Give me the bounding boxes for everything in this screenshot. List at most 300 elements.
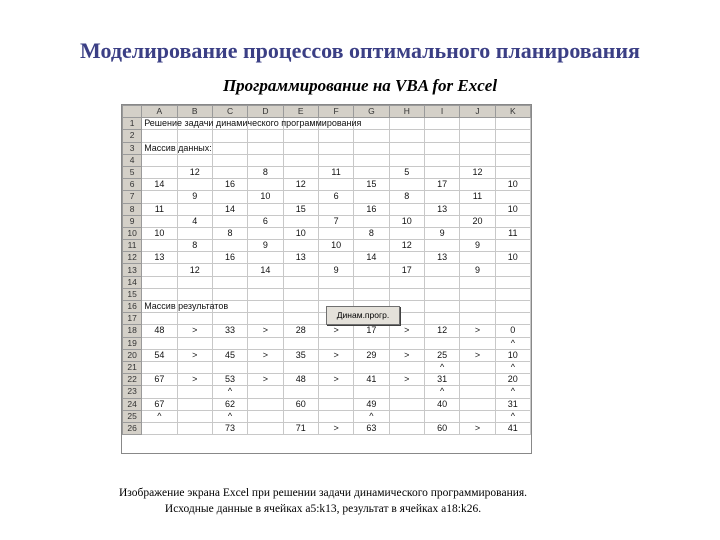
cell[interactable]: > <box>177 325 212 337</box>
row-header[interactable]: 19 <box>123 337 142 349</box>
cell[interactable]: 41 <box>354 374 389 386</box>
cell[interactable]: 48 <box>142 325 177 337</box>
cell[interactable] <box>212 130 247 142</box>
cell[interactable] <box>424 301 459 313</box>
cell[interactable] <box>142 288 177 300</box>
cell[interactable]: > <box>460 349 495 361</box>
cell[interactable]: ^ <box>495 386 530 398</box>
cell[interactable] <box>177 227 212 239</box>
cell[interactable] <box>318 288 353 300</box>
cell[interactable]: 11 <box>460 191 495 203</box>
cell[interactable] <box>212 154 247 166</box>
cell[interactable] <box>248 142 283 154</box>
cell[interactable] <box>424 313 459 325</box>
cell[interactable]: 14 <box>248 264 283 276</box>
column-header-e[interactable]: E <box>283 106 318 118</box>
cell[interactable] <box>354 166 389 178</box>
cell[interactable] <box>460 410 495 422</box>
cell[interactable] <box>177 130 212 142</box>
select-all-corner[interactable] <box>123 106 142 118</box>
cell[interactable] <box>389 386 424 398</box>
row-header[interactable]: 22 <box>123 374 142 386</box>
cell[interactable]: 9 <box>460 264 495 276</box>
cell[interactable] <box>460 386 495 398</box>
cell[interactable] <box>212 337 247 349</box>
row-header[interactable]: 3 <box>123 142 142 154</box>
cell[interactable] <box>212 276 247 288</box>
cell[interactable] <box>283 301 318 313</box>
row-header[interactable]: 9 <box>123 215 142 227</box>
cell[interactable]: 16 <box>212 252 247 264</box>
cell[interactable]: 6 <box>248 215 283 227</box>
cell[interactable]: 10 <box>495 179 530 191</box>
cell[interactable] <box>248 410 283 422</box>
cell[interactable] <box>389 252 424 264</box>
cell[interactable] <box>212 361 247 373</box>
cell[interactable]: 67 <box>142 398 177 410</box>
cell[interactable] <box>142 166 177 178</box>
row-header[interactable]: 2 <box>123 130 142 142</box>
cell[interactable] <box>354 130 389 142</box>
cell[interactable]: ^ <box>495 361 530 373</box>
cell[interactable] <box>354 240 389 252</box>
cell[interactable]: 29 <box>354 349 389 361</box>
cell[interactable] <box>354 337 389 349</box>
cell[interactable]: 71 <box>283 422 318 434</box>
cell[interactable] <box>389 410 424 422</box>
cell[interactable]: 15 <box>283 203 318 215</box>
cell[interactable] <box>460 130 495 142</box>
cell[interactable]: 60 <box>283 398 318 410</box>
cell[interactable] <box>283 142 318 154</box>
cell[interactable]: ^ <box>142 410 177 422</box>
cell[interactable]: ^ <box>424 361 459 373</box>
cell[interactable]: 8 <box>389 191 424 203</box>
row-header[interactable]: 13 <box>123 264 142 276</box>
cell[interactable] <box>424 276 459 288</box>
cell[interactable]: 9 <box>177 191 212 203</box>
cell[interactable] <box>142 313 177 325</box>
cell[interactable] <box>424 240 459 252</box>
cell[interactable] <box>212 166 247 178</box>
cell[interactable] <box>283 313 318 325</box>
cell[interactable]: 8 <box>212 227 247 239</box>
cell[interactable]: 16 <box>212 179 247 191</box>
cell[interactable] <box>177 422 212 434</box>
cell[interactable] <box>177 313 212 325</box>
cell[interactable]: 31 <box>424 374 459 386</box>
row-header[interactable]: 26 <box>123 422 142 434</box>
cell[interactable] <box>177 179 212 191</box>
cell[interactable] <box>460 142 495 154</box>
cell[interactable]: 11 <box>142 203 177 215</box>
cell[interactable] <box>495 166 530 178</box>
cell[interactable]: 17 <box>354 325 389 337</box>
cell[interactable] <box>495 288 530 300</box>
cell[interactable] <box>389 361 424 373</box>
cell[interactable]: > <box>389 374 424 386</box>
cell[interactable] <box>424 215 459 227</box>
column-header-h[interactable]: H <box>389 106 424 118</box>
cell[interactable] <box>318 361 353 373</box>
cell[interactable] <box>248 288 283 300</box>
cell[interactable] <box>460 179 495 191</box>
cell[interactable]: > <box>318 349 353 361</box>
cell[interactable] <box>389 130 424 142</box>
cell[interactable]: 13 <box>283 252 318 264</box>
cell[interactable]: ^ <box>495 337 530 349</box>
cell[interactable] <box>495 118 530 130</box>
cell[interactable] <box>142 240 177 252</box>
cell[interactable] <box>354 264 389 276</box>
cell[interactable] <box>177 154 212 166</box>
cell[interactable] <box>460 361 495 373</box>
cell[interactable] <box>389 142 424 154</box>
cell[interactable] <box>283 215 318 227</box>
cell[interactable] <box>212 142 247 154</box>
cell[interactable] <box>177 398 212 410</box>
cell[interactable] <box>354 361 389 373</box>
cell[interactable]: > <box>460 325 495 337</box>
cell[interactable] <box>495 276 530 288</box>
cell[interactable]: 12 <box>177 166 212 178</box>
cell[interactable]: > <box>318 325 353 337</box>
cell[interactable]: 17 <box>424 179 459 191</box>
row-header[interactable]: 8 <box>123 203 142 215</box>
cell[interactable] <box>424 288 459 300</box>
row-header[interactable]: 6 <box>123 179 142 191</box>
cell[interactable]: 9 <box>424 227 459 239</box>
cell[interactable] <box>177 288 212 300</box>
cell[interactable] <box>142 130 177 142</box>
cell[interactable]: 17 <box>389 264 424 276</box>
row-header[interactable]: 17 <box>123 313 142 325</box>
cell[interactable]: Массив данных: <box>142 142 177 154</box>
cell[interactable]: 53 <box>212 374 247 386</box>
cell[interactable]: 8 <box>354 227 389 239</box>
cell[interactable] <box>142 337 177 349</box>
column-header-f[interactable]: F <box>318 106 353 118</box>
cell[interactable] <box>460 398 495 410</box>
cell[interactable] <box>177 276 212 288</box>
cell[interactable] <box>318 398 353 410</box>
cell[interactable]: 5 <box>389 166 424 178</box>
cell[interactable] <box>495 130 530 142</box>
row-header[interactable]: 23 <box>123 386 142 398</box>
cell[interactable]: ^ <box>354 410 389 422</box>
cell[interactable]: 14 <box>354 252 389 264</box>
cell[interactable] <box>318 154 353 166</box>
cell[interactable] <box>354 276 389 288</box>
cell[interactable] <box>389 398 424 410</box>
cell[interactable] <box>318 410 353 422</box>
column-header-j[interactable]: J <box>460 106 495 118</box>
row-header[interactable]: 24 <box>123 398 142 410</box>
cell[interactable]: > <box>177 374 212 386</box>
cell[interactable] <box>283 410 318 422</box>
cell[interactable]: 28 <box>283 325 318 337</box>
cell[interactable] <box>248 179 283 191</box>
cell[interactable] <box>495 240 530 252</box>
cell[interactable] <box>354 191 389 203</box>
cell[interactable]: 13 <box>142 252 177 264</box>
row-header[interactable]: 12 <box>123 252 142 264</box>
row-header[interactable]: 16 <box>123 301 142 313</box>
cell[interactable]: 11 <box>495 227 530 239</box>
cell[interactable] <box>389 179 424 191</box>
cell[interactable]: 9 <box>248 240 283 252</box>
cell[interactable] <box>460 337 495 349</box>
cell[interactable]: ^ <box>495 410 530 422</box>
cell[interactable]: 10 <box>142 227 177 239</box>
cell[interactable] <box>318 203 353 215</box>
cell[interactable]: 10 <box>389 215 424 227</box>
row-header[interactable]: 25 <box>123 410 142 422</box>
cell[interactable] <box>424 264 459 276</box>
cell[interactable] <box>177 361 212 373</box>
cell[interactable] <box>424 337 459 349</box>
cell[interactable] <box>389 154 424 166</box>
cell[interactable] <box>389 203 424 215</box>
cell[interactable]: 73 <box>212 422 247 434</box>
cell[interactable] <box>177 203 212 215</box>
cell[interactable] <box>318 179 353 191</box>
cell[interactable] <box>318 130 353 142</box>
cell[interactable] <box>142 215 177 227</box>
cell[interactable] <box>212 313 247 325</box>
cell[interactable] <box>424 154 459 166</box>
column-header-i[interactable]: I <box>424 106 459 118</box>
cell[interactable] <box>142 264 177 276</box>
cell[interactable]: 25 <box>424 349 459 361</box>
cell[interactable] <box>283 240 318 252</box>
cell[interactable] <box>460 288 495 300</box>
row-header[interactable]: 15 <box>123 288 142 300</box>
cell[interactable] <box>460 374 495 386</box>
cell[interactable] <box>318 276 353 288</box>
cell[interactable]: > <box>177 349 212 361</box>
cell[interactable]: ^ <box>212 410 247 422</box>
cell[interactable] <box>318 337 353 349</box>
cell[interactable] <box>248 130 283 142</box>
cell[interactable]: 9 <box>318 264 353 276</box>
cell[interactable]: 4 <box>177 215 212 227</box>
cell[interactable]: Решение задачи динамического программирования <box>142 118 177 130</box>
cell[interactable] <box>460 252 495 264</box>
cell[interactable] <box>495 215 530 227</box>
cell[interactable] <box>460 276 495 288</box>
cell[interactable] <box>389 337 424 349</box>
cell[interactable]: 35 <box>283 349 318 361</box>
cell[interactable]: 40 <box>424 398 459 410</box>
row-header[interactable]: 11 <box>123 240 142 252</box>
cell[interactable]: Массив результатов <box>142 301 177 313</box>
cell[interactable]: 10 <box>495 203 530 215</box>
cell[interactable]: 14 <box>212 203 247 215</box>
cell[interactable] <box>354 386 389 398</box>
cell[interactable]: 54 <box>142 349 177 361</box>
cell[interactable] <box>212 240 247 252</box>
cell[interactable]: 49 <box>354 398 389 410</box>
cell[interactable]: > <box>318 422 353 434</box>
cell[interactable] <box>212 191 247 203</box>
cell[interactable] <box>354 288 389 300</box>
cell[interactable]: 12 <box>424 325 459 337</box>
cell[interactable]: > <box>248 374 283 386</box>
cell[interactable] <box>248 398 283 410</box>
excel-sheet[interactable] <box>121 104 532 454</box>
cell[interactable]: 13 <box>424 252 459 264</box>
cell[interactable] <box>424 130 459 142</box>
cell[interactable]: 13 <box>424 203 459 215</box>
cell[interactable] <box>460 203 495 215</box>
cell[interactable] <box>495 313 530 325</box>
cell[interactable] <box>142 276 177 288</box>
cell[interactable] <box>142 386 177 398</box>
cell[interactable] <box>318 252 353 264</box>
cell[interactable] <box>248 301 283 313</box>
cell[interactable] <box>248 386 283 398</box>
cell[interactable] <box>212 264 247 276</box>
cell[interactable] <box>212 215 247 227</box>
cell[interactable] <box>389 422 424 434</box>
cell[interactable]: ^ <box>424 386 459 398</box>
cell[interactable] <box>248 337 283 349</box>
cell[interactable] <box>495 301 530 313</box>
cell[interactable] <box>142 361 177 373</box>
cell[interactable] <box>177 252 212 264</box>
cell[interactable] <box>248 313 283 325</box>
row-header[interactable]: 5 <box>123 166 142 178</box>
cell[interactable] <box>142 422 177 434</box>
cell[interactable]: 11 <box>318 166 353 178</box>
cell[interactable]: 62 <box>212 398 247 410</box>
cell[interactable]: > <box>248 349 283 361</box>
cell[interactable] <box>283 337 318 349</box>
cell[interactable]: > <box>460 422 495 434</box>
cell[interactable]: > <box>318 374 353 386</box>
cell[interactable]: 45 <box>212 349 247 361</box>
row-header[interactable]: 14 <box>123 276 142 288</box>
cell[interactable]: 67 <box>142 374 177 386</box>
column-header-g[interactable]: G <box>354 106 389 118</box>
column-header-a[interactable]: A <box>142 106 177 118</box>
cell[interactable] <box>177 337 212 349</box>
cell[interactable] <box>389 118 424 130</box>
cell[interactable] <box>177 410 212 422</box>
column-header-b[interactable]: B <box>177 106 212 118</box>
cell[interactable] <box>495 264 530 276</box>
cell[interactable] <box>389 288 424 300</box>
cell[interactable]: 48 <box>283 374 318 386</box>
cell[interactable] <box>318 227 353 239</box>
cell[interactable] <box>283 130 318 142</box>
cell[interactable]: 12 <box>389 240 424 252</box>
cell[interactable] <box>354 215 389 227</box>
run-macro-button[interactable]: Динам.прогр. <box>326 306 400 325</box>
cell-grid[interactable] <box>122 105 531 435</box>
cell[interactable]: 31 <box>495 398 530 410</box>
cell[interactable]: 60 <box>424 422 459 434</box>
cell[interactable]: 20 <box>460 215 495 227</box>
cell[interactable]: 15 <box>354 179 389 191</box>
cell[interactable] <box>460 154 495 166</box>
cell[interactable] <box>495 142 530 154</box>
row-header[interactable]: 21 <box>123 361 142 373</box>
cell[interactable] <box>283 264 318 276</box>
row-header[interactable]: 1 <box>123 118 142 130</box>
cell[interactable] <box>248 276 283 288</box>
cell[interactable]: 12 <box>177 264 212 276</box>
cell[interactable] <box>283 288 318 300</box>
row-header[interactable]: 18 <box>123 325 142 337</box>
cell[interactable] <box>142 154 177 166</box>
cell[interactable]: 10 <box>283 227 318 239</box>
cell[interactable] <box>248 422 283 434</box>
cell[interactable] <box>283 386 318 398</box>
cell[interactable] <box>495 154 530 166</box>
cell[interactable] <box>318 386 353 398</box>
cell[interactable] <box>460 313 495 325</box>
cell[interactable]: 0 <box>495 325 530 337</box>
cell[interactable] <box>283 166 318 178</box>
cell[interactable]: 16 <box>354 203 389 215</box>
cell[interactable]: 9 <box>460 240 495 252</box>
column-header-d[interactable]: D <box>248 106 283 118</box>
column-header-k[interactable]: K <box>495 106 530 118</box>
cell[interactable] <box>142 191 177 203</box>
cell[interactable] <box>318 142 353 154</box>
cell[interactable]: 12 <box>460 166 495 178</box>
cell[interactable] <box>248 227 283 239</box>
cell[interactable] <box>424 410 459 422</box>
cell[interactable] <box>495 191 530 203</box>
cell[interactable] <box>283 276 318 288</box>
cell[interactable]: 6 <box>318 191 353 203</box>
cell[interactable] <box>389 276 424 288</box>
cell[interactable]: ^ <box>212 386 247 398</box>
cell[interactable] <box>424 118 459 130</box>
cell[interactable]: > <box>248 325 283 337</box>
cell[interactable] <box>283 361 318 373</box>
cell[interactable]: 14 <box>142 179 177 191</box>
cell[interactable]: 20 <box>495 374 530 386</box>
cell[interactable]: 8 <box>177 240 212 252</box>
cell[interactable] <box>460 301 495 313</box>
row-header[interactable]: 7 <box>123 191 142 203</box>
row-header[interactable]: 10 <box>123 227 142 239</box>
cell[interactable]: 10 <box>495 252 530 264</box>
cell[interactable]: 33 <box>212 325 247 337</box>
cell[interactable]: > <box>389 349 424 361</box>
column-header-c[interactable]: C <box>212 106 247 118</box>
cell[interactable] <box>248 361 283 373</box>
cell[interactable] <box>283 154 318 166</box>
row-header[interactable]: 20 <box>123 349 142 361</box>
cell[interactable] <box>248 252 283 264</box>
cell[interactable] <box>460 118 495 130</box>
cell[interactable]: 10 <box>318 240 353 252</box>
cell[interactable] <box>354 154 389 166</box>
cell[interactable] <box>354 142 389 154</box>
cell[interactable]: 10 <box>495 349 530 361</box>
cell[interactable]: 8 <box>248 166 283 178</box>
cell[interactable] <box>248 154 283 166</box>
cell[interactable] <box>389 227 424 239</box>
cell[interactable] <box>460 227 495 239</box>
cell[interactable] <box>248 203 283 215</box>
cell[interactable]: 10 <box>248 191 283 203</box>
